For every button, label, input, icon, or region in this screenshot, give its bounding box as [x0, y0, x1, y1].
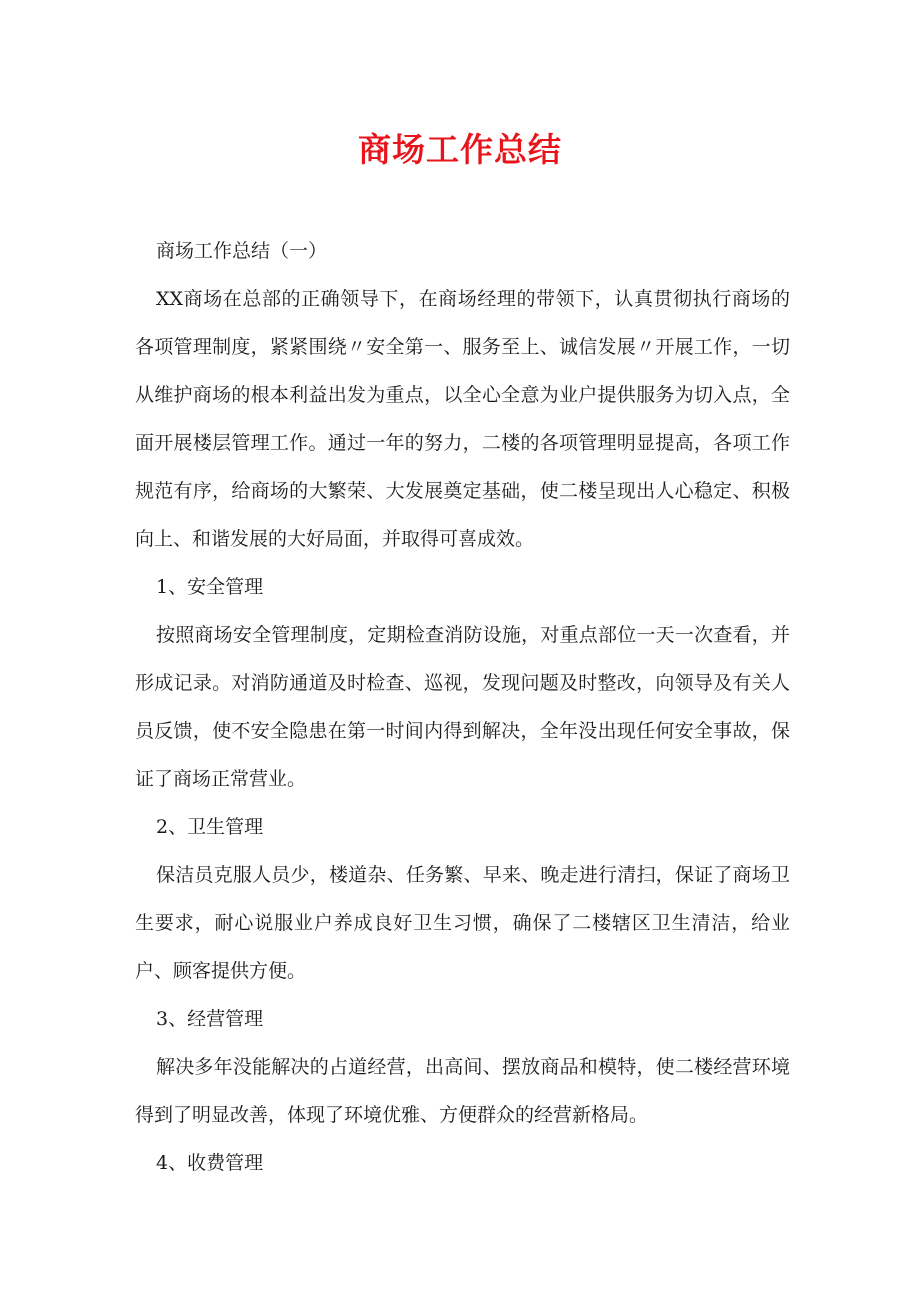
section-text-safety: 按照商场安全管理制度，定期检查消防设施，对重点部位一天一次查看，并形成记录。对消防通道及时检查、巡视，发现问题及时整改，向领导及有关人员反馈，使不安全隐患在第一时间内得到解决，全年没出现任何安全事故，保证了商场正常营业。	[135, 624, 790, 790]
section-heading-operations: 3、经营管理	[156, 1008, 264, 1030]
document-body	[135, 227, 790, 1187]
section-text-hygiene: 保洁员克服人员少，楼道杂、任务繁、早来、晚走进行清扫，保证了商场卫生要求，耐心说服业户养成良好卫生习惯，确保了二楼辖区卫生清洁，给业户、顾客提供方便。	[135, 864, 790, 982]
section-heading-safety: 1、安全管理	[156, 576, 264, 598]
document-title: 商场工作总结	[358, 130, 562, 169]
section-text-operations: 解决多年没能解决的占道经营，出高间、摆放商品和模特，使二楼经营环境得到了明显改善，体现了环境优雅、方便群众的经营新格局。	[135, 1056, 790, 1126]
section-heading-hygiene: 2、卫生管理	[156, 816, 264, 838]
intro-paragraph: XX商场在总部的正确领导下，在商场经理的带领下，认真贯彻执行商场的各项管理制度，紧紧围绕〃安全第一、服务至上、诚信发展〃开展工作，一切从维护商场的根本利益出发为重点，以全心全意为业户提供服务为切入点，全面开展楼层管理工作。通过一年的努力，二楼的各项管理明显提高，各项工作规范有序，给商场的大繁荣、大发展奠定基础，使二楼呈现出人心稳定、积极向上、和谐发展的大好局面，并取得可喜成效。	[135, 288, 790, 550]
section-heading-fees: 4、收费管理	[156, 1152, 264, 1174]
document-subtitle: 商场工作总结（一）	[156, 240, 328, 262]
